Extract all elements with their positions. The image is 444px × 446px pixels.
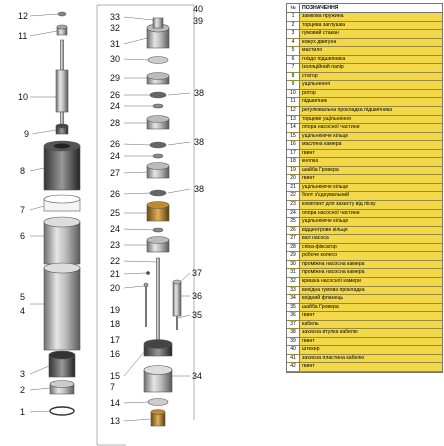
part-1-spring	[50, 407, 74, 415]
legend-row-label: регулювальна прокладка підшипника	[300, 107, 442, 115]
legend-row	[287, 261, 442, 270]
legend-row	[287, 218, 442, 227]
callout-23: 23	[110, 240, 121, 250]
callout-3: 3	[20, 369, 26, 379]
legend-row	[287, 329, 442, 338]
legend-row-label: торцева заглушка	[300, 22, 442, 30]
legend-row-number: 38	[287, 329, 300, 337]
legend-row-label: підшипник	[300, 98, 442, 106]
legend-row-label: ущільнююче кільце	[300, 184, 442, 192]
legend-row-number: 40	[287, 346, 300, 354]
legend-row-label: ротор	[300, 90, 442, 98]
legend-row-number: 21	[287, 184, 300, 192]
part-26-ring-a	[150, 92, 166, 98]
part-6-socket	[44, 217, 80, 264]
legend-row-number: 31	[287, 269, 300, 277]
part-7-paper	[44, 195, 80, 211]
callout-26a: 26	[110, 90, 121, 100]
callout-11: 11	[18, 31, 28, 41]
part-34-flange	[144, 366, 172, 393]
legend-row-number: 5	[287, 47, 300, 55]
part-26-ring-c	[150, 190, 166, 196]
callout-38b: 38	[194, 137, 205, 147]
legend-row-label: проміжна насосна камера	[300, 269, 442, 277]
legend-row-number: 37	[287, 321, 300, 329]
legend-row	[287, 64, 442, 73]
part-3-cup	[49, 351, 75, 377]
legend-row-label: замкова пружина	[300, 13, 442, 21]
part-24-support-c	[153, 228, 163, 232]
part-14-support	[148, 399, 168, 406]
legend-row-number: 42	[287, 363, 300, 371]
legend-row	[287, 287, 442, 296]
legend-row-number: 20	[287, 175, 300, 183]
legend-row-label: проміжна насосна камера	[300, 261, 442, 269]
legend-row-label: ущільнююче кільце	[300, 133, 442, 141]
part-21-o-ring	[146, 271, 150, 275]
legend-row-label: ущільнення	[300, 81, 442, 89]
legend-row-label: опора насосної частини	[300, 210, 442, 218]
legend-row-label: кришка насосної камери	[300, 278, 442, 286]
callout-24a: 24	[110, 101, 121, 111]
legend-row	[287, 312, 442, 321]
legend-row-number: 11	[287, 98, 300, 106]
part-18-19-20-screws	[144, 283, 148, 327]
legend-row-number: 9	[287, 81, 300, 89]
legend-row-number: 12	[287, 107, 300, 115]
legend-header-number: №	[287, 4, 300, 12]
part-24-support-a	[153, 104, 163, 108]
callout-12: 12	[18, 11, 29, 21]
legend-header-title: ПОЗНАЧЕННЯ	[302, 5, 339, 11]
legend-row	[287, 304, 442, 313]
legend-row	[287, 227, 442, 236]
legend-row	[287, 192, 442, 201]
legend-header	[287, 4, 442, 13]
legend-row-number: 18	[287, 158, 300, 166]
legend-row-label: гвинт	[300, 363, 442, 371]
legend-row-label: торцеве ущільнення	[300, 116, 442, 124]
legend-row-label: захисна пластина кабелю	[300, 355, 442, 363]
part-15-oil-chamber	[144, 340, 172, 357]
callout-38c: 38	[194, 184, 205, 194]
legend-row-number: 19	[287, 167, 300, 175]
callout-4: 4	[20, 306, 26, 316]
callout-5: 5	[20, 292, 26, 302]
legend-row-label: шайба Гровера	[300, 304, 442, 312]
legend-row-number: 41	[287, 355, 300, 363]
part-29-chamber	[147, 73, 169, 85]
callout-13: 13	[110, 416, 121, 426]
callout-31: 31	[110, 39, 121, 49]
part-25-brass-sleeve	[147, 202, 169, 222]
legend-row	[287, 30, 442, 39]
legend-row-number: 34	[287, 295, 300, 303]
legend-row	[287, 81, 442, 90]
legend-row-number: 7	[287, 64, 300, 72]
legend-row-number: 2	[287, 22, 300, 30]
legend-row-number: 36	[287, 312, 300, 320]
callout-27: 27	[110, 168, 121, 178]
legend-row-label: штекер	[300, 346, 442, 354]
legend-row	[287, 98, 442, 107]
callout-32: 32	[110, 23, 121, 33]
part-24-support-b	[153, 154, 163, 158]
legend-row	[287, 346, 442, 355]
legend-row-number: 3	[287, 30, 300, 38]
legend-row-number: 26	[287, 227, 300, 235]
legend-row	[287, 56, 442, 65]
legend-row	[287, 107, 442, 116]
legend-row	[287, 90, 442, 99]
legend-row-label: гвинт	[300, 150, 442, 158]
legend-row-number: 15	[287, 133, 300, 141]
part-36-35-cable-parts	[173, 280, 181, 330]
part-8-stator	[44, 141, 80, 190]
legend-row-number: 8	[287, 73, 300, 81]
callout-2: 2	[20, 385, 26, 395]
legend-row-label: гніздо підшипника	[300, 56, 442, 64]
legend-row	[287, 158, 442, 167]
legend-row	[287, 13, 442, 22]
legend-row	[287, 269, 442, 278]
legend-row-number: 6	[287, 56, 300, 64]
callout-30: 30	[110, 54, 121, 64]
legend-row-label: гвинт	[300, 175, 442, 183]
callout-19: 19	[110, 305, 121, 315]
part-23-sand-kit	[147, 237, 169, 253]
callout-36: 36	[192, 291, 203, 301]
legend-row-number: 14	[287, 124, 300, 132]
callout-6: 6	[20, 231, 26, 241]
legend-row-number: 13	[287, 116, 300, 124]
callout-22: 22	[110, 256, 121, 266]
legend-row-label: гвинт	[300, 312, 442, 320]
part-22-shaft	[157, 258, 160, 344]
legend-row	[287, 22, 442, 31]
legend-row	[287, 175, 442, 184]
legend-row	[287, 116, 442, 125]
legend-row-label: кожух двигуна	[300, 39, 442, 47]
part-9-seal	[56, 124, 68, 134]
legend-row-label: вихідна гумова прокладка	[300, 287, 442, 295]
legend-row-number: 28	[287, 244, 300, 252]
legend-row	[287, 39, 442, 48]
legend-row-label: ущільнююче кільце	[300, 218, 442, 226]
callout-18: 18	[110, 319, 121, 329]
callout-29: 29	[110, 73, 121, 83]
legend-rows	[287, 13, 442, 372]
legend-row-label: вхідний фланець	[300, 295, 442, 303]
legend-row-number: 25	[287, 218, 300, 226]
legend-row-label: комплект для захисту від піску	[300, 201, 442, 209]
legend-row	[287, 244, 442, 253]
callout-14: 14	[110, 398, 121, 408]
callout-33: 33	[110, 12, 121, 22]
legend-row	[287, 210, 442, 219]
legend-row-label: гумовий стакан	[300, 30, 442, 38]
part-27-stage	[147, 163, 169, 179]
legend-row	[287, 355, 442, 364]
callout-7a: 7	[20, 205, 26, 215]
callout-26c: 26	[110, 189, 121, 199]
legend-row-number: 29	[287, 252, 300, 260]
legend-row-label: гвинт	[300, 338, 442, 346]
callout-35: 35	[192, 310, 203, 320]
legend-row	[287, 184, 442, 193]
part-12-shim	[58, 12, 66, 16]
callout-26b: 26	[110, 139, 121, 149]
legend-row-number: 33	[287, 287, 300, 295]
legend-row-number: 4	[287, 39, 300, 47]
legend-row-number: 35	[287, 304, 300, 312]
legend-row-number: 22	[287, 192, 300, 200]
callout-9: 9	[24, 129, 30, 139]
legend-row	[287, 252, 442, 261]
callout-20: 20	[110, 283, 121, 293]
callout-17: 17	[110, 335, 121, 345]
callout-1: 1	[20, 407, 26, 417]
legend-row-label: ізоляційний папір	[300, 64, 442, 72]
part-2-cap	[50, 381, 74, 395]
callout-8: 8	[20, 166, 26, 176]
callout-34: 34	[192, 371, 203, 381]
part-28-stage	[147, 116, 169, 130]
callout-10: 10	[18, 92, 29, 102]
legend-row	[287, 47, 442, 56]
legend-row	[287, 124, 442, 133]
legend-row-label: відцентрове кільце	[300, 227, 442, 235]
callout-labels	[18, 4, 204, 426]
callout-39: 39	[193, 16, 204, 26]
legend-row-label: кабель	[300, 321, 442, 329]
legend-row-number: 39	[287, 338, 300, 346]
callout-40: 40	[193, 4, 204, 14]
callout-21: 21	[110, 269, 121, 279]
part-30-ring	[148, 57, 168, 64]
legend-row-number: 30	[287, 261, 300, 269]
part-26-ring-b	[150, 142, 166, 148]
legend-row-number: 17	[287, 150, 300, 158]
legend-row-label: масляна камера	[300, 141, 442, 149]
legend-row	[287, 338, 442, 347]
callout-15: 15	[110, 371, 121, 381]
legend-row-label: кнопка	[300, 158, 442, 166]
callout-24b: 24	[110, 151, 121, 161]
legend-row	[287, 73, 442, 82]
legend-row	[287, 363, 442, 372]
callout-25: 25	[110, 208, 121, 218]
legend-row	[287, 141, 442, 150]
callout-16: 16	[110, 349, 121, 359]
legend-row-label: опора насосної частини	[300, 124, 442, 132]
legend-row-label: мастило	[300, 47, 442, 55]
legend-row	[287, 321, 442, 330]
legend-row-label: робоче колесо	[300, 252, 442, 260]
callout-7b: 7	[110, 382, 116, 392]
legend-row-label: болт з'єднувальний	[300, 192, 442, 200]
legend-row-label: вал насоса	[300, 235, 442, 243]
callout-28: 28	[110, 118, 121, 128]
legend-row	[287, 295, 442, 304]
part-10-rotor	[56, 40, 68, 124]
callout-24c: 24	[110, 224, 121, 234]
part-31-top-head	[147, 18, 169, 48]
legend-row	[287, 133, 442, 142]
legend-row-label: статор	[300, 73, 442, 81]
legend-table	[286, 3, 443, 373]
callout-38a: 38	[194, 88, 205, 98]
legend-row-number: 27	[287, 235, 300, 243]
legend-row-number: 1	[287, 13, 300, 21]
legend-row	[287, 167, 442, 176]
part-5-casing	[44, 263, 80, 350]
callout-37: 37	[192, 268, 203, 278]
legend-row-number: 10	[287, 90, 300, 98]
legend-row-number: 24	[287, 210, 300, 218]
legend-row	[287, 201, 442, 210]
legend-row-number: 32	[287, 278, 300, 286]
legend-row	[287, 235, 442, 244]
legend-row	[287, 150, 442, 159]
part-11-bearing	[57, 25, 67, 35]
legend-row-label: захисна втулка кабелю	[300, 329, 442, 337]
legend-row-label: спіка-фіксатор	[300, 244, 442, 252]
part-13-seal	[151, 410, 165, 427]
legend-row-label: шайба Гровера	[300, 167, 442, 175]
legend-row-number: 23	[287, 201, 300, 209]
legend-row	[287, 278, 442, 287]
legend-row-number: 16	[287, 141, 300, 149]
